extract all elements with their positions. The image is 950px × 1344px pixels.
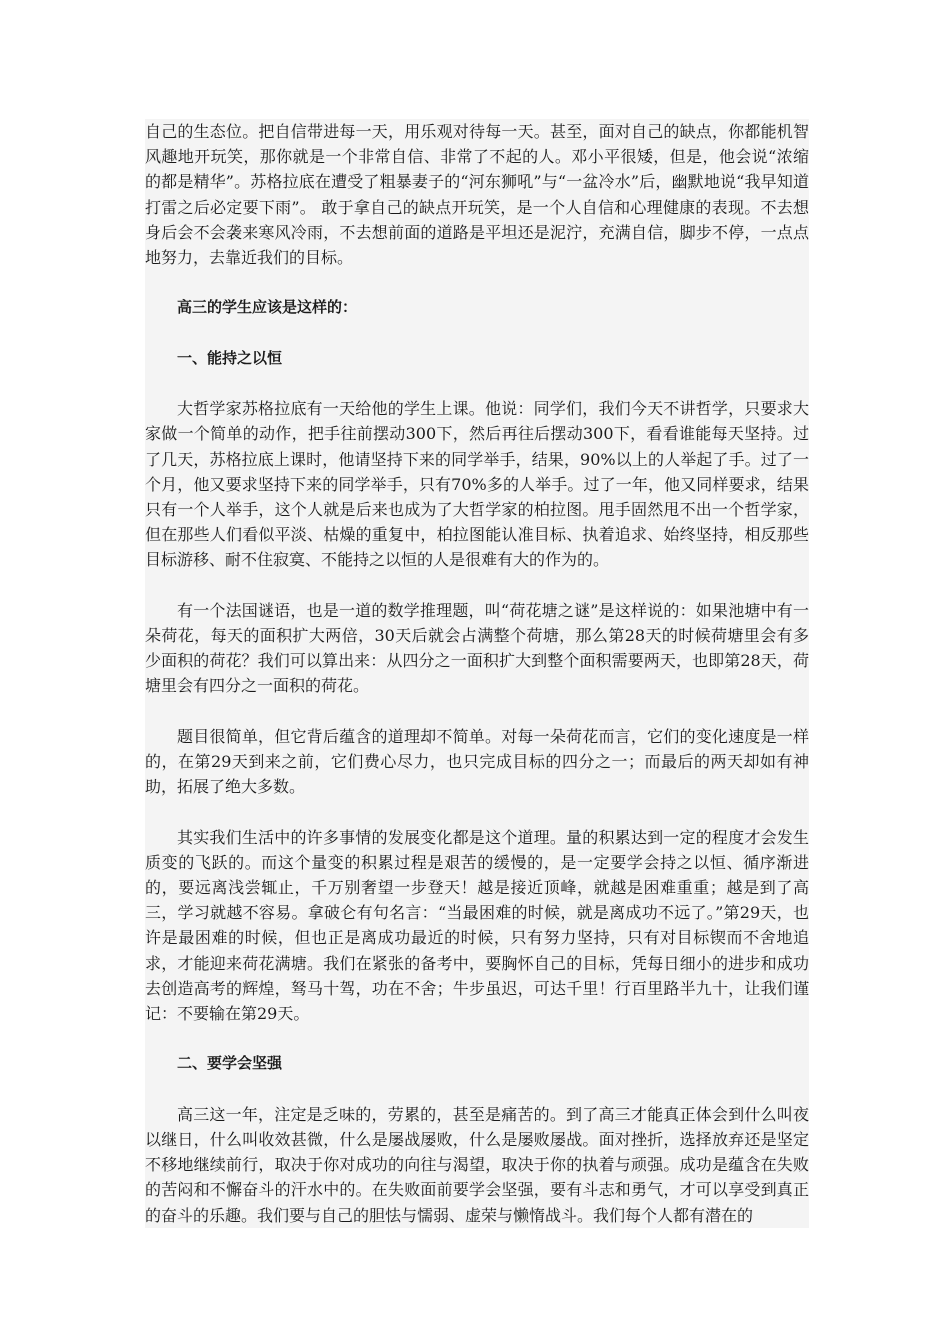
heading-be-strong: 二、要学会坚强 [177, 1054, 283, 1073]
paragraph-accumulation: 其实我们生活中的许多事情的发展变化都是这个道理。量的积累达到一定的程度才会发生质变的飞跃的。而这个量变的积累过程是艰苦的缓慢的，是一定要学会持之以恒、循序渐进的，要远离浅尝辄止，千万别奢望一步登天！越是接近顶峰，就越是困难重重；越是到了高三，学习就越不容易。拿破仑有句名言：“当最困难的时候，就是离成功不远了。”第29天，也许是最困难的时候，但也正是离成功最近的时候，只有努力坚持，只有对目标锲而不舍地追求，才能迎来荷花满塘。我们在紧张的备考中，要胸怀自己的目标，凭每日细小的进步和成功去创造高考的辉煌，驽马十驾，功在不舍；牛步虽迟，可达千里！行百里路半九十，让我们谨记：不要输在第29天。 [145, 827, 809, 1024]
paragraph-senior-year: 高三这一年，注定是乏味的，劳累的，甚至是痛苦的。到了高三才能真正体会到什么叫夜以继日，什么叫收效甚微，什么是屡战屡败，什么是屡败屡战。面对挫折，选择放弃还是坚定不移地继续前行，取决于你对成功的向往与渴望，取决于你的执着与顽强。成功是蕴含在失败的苦闷和不懈奋斗的汗水中的。在失败面前要学会坚强，要有斗志和勇气，才可以享受到真正的奋斗的乐趣。我们要与自己的胆怯与懦弱、虚荣与懒惰战斗。我们每个人都有潜在的 [145, 1104, 809, 1225]
paragraph-lotus-riddle: 有一个法国谜语，也是一道的数学推理题，叫“荷花塘之谜”是这样说的：如果池塘中有一朵荷花，每天的面积扩大两倍，30天后就会占满整个荷塘，那么第28天的时候荷塘里会有多少面积的荷花？我们可以算出来：从四分之一面积扩大到整个面积需要两天，也即第28天，荷塘里会有四分之一面积的荷花。 [145, 600, 809, 696]
paragraph-gap [145, 799, 809, 824]
paragraph-gap [145, 1026, 809, 1051]
document-body [145, 119, 809, 1228]
paragraph-gap [145, 371, 809, 396]
paragraph-lotus-meaning: 题目很简单，但它背后蕴含的道理却不简单。对每一朵荷花而言，它们的变化速度是一样的，在第29天到来之前，它们费心尽力，也只完成目标的四分之一；而最后的两天却如有神助，拓展了绝大多数。 [145, 726, 809, 797]
heading-persistence: 一、能持之以恒 [177, 348, 283, 367]
paragraph-gap [145, 699, 809, 724]
paragraph-confidence: 自己的生态位。把自信带进每一天，用乐观对待每一天。甚至，面对自己的缺点，你都能机智风趣地开玩笑，那你就是一个非常自信、非常了不起的人。邓小平很矮，但是，他会说“浓缩的都是精华”。苏格拉底在遭受了粗暴妻子的“河东狮吼”与“一盆冷水”后，幽默地说“我早知道打雷之后必定要下雨”。 敢于拿自己的缺点开玩笑，是一个人自信和心理健康的表现。不去想身后会不会袭来寒风冷雨，不去想前面的道路是平坦还是泥泞，充满自信，脚步不停，一点点地努力，去靠近我们的目标。 [145, 122, 809, 268]
paragraph-gap [145, 1077, 809, 1102]
paragraph-gap [145, 270, 809, 295]
heading-senior-students: 高三的学生应该是这样的： [177, 298, 358, 317]
paragraph-gap [145, 573, 809, 598]
paragraph-socrates: 大哲学家苏格拉底有一天给他的学生上课。他说：同学们，我们今天不讲哲学，只要求大家做一个简单的动作，把手往前摆动300下，然后再往后摆动300下，看看谁能每天坚持。过了几天，苏格拉底上课时，他请坚持下来的同学举手，结果，90%以上的人举起了手。过了一个月，他又要求坚持下来的同学举手，只有70%多的人举手。过了一年，他又同样要求，结果只有一个人举手，这个人就是后来也成为了大哲学家的柏拉图。甩手固然甩不出一个哲学家，但在那些人们看似平淡、枯燥的重复中，柏拉图能认准目标、执着追求、始终坚持，相反那些目标游移、耐不住寂寞、不能持之以恒的人是很难有大的作为的。 [145, 399, 809, 570]
paragraph-gap [145, 321, 809, 346]
